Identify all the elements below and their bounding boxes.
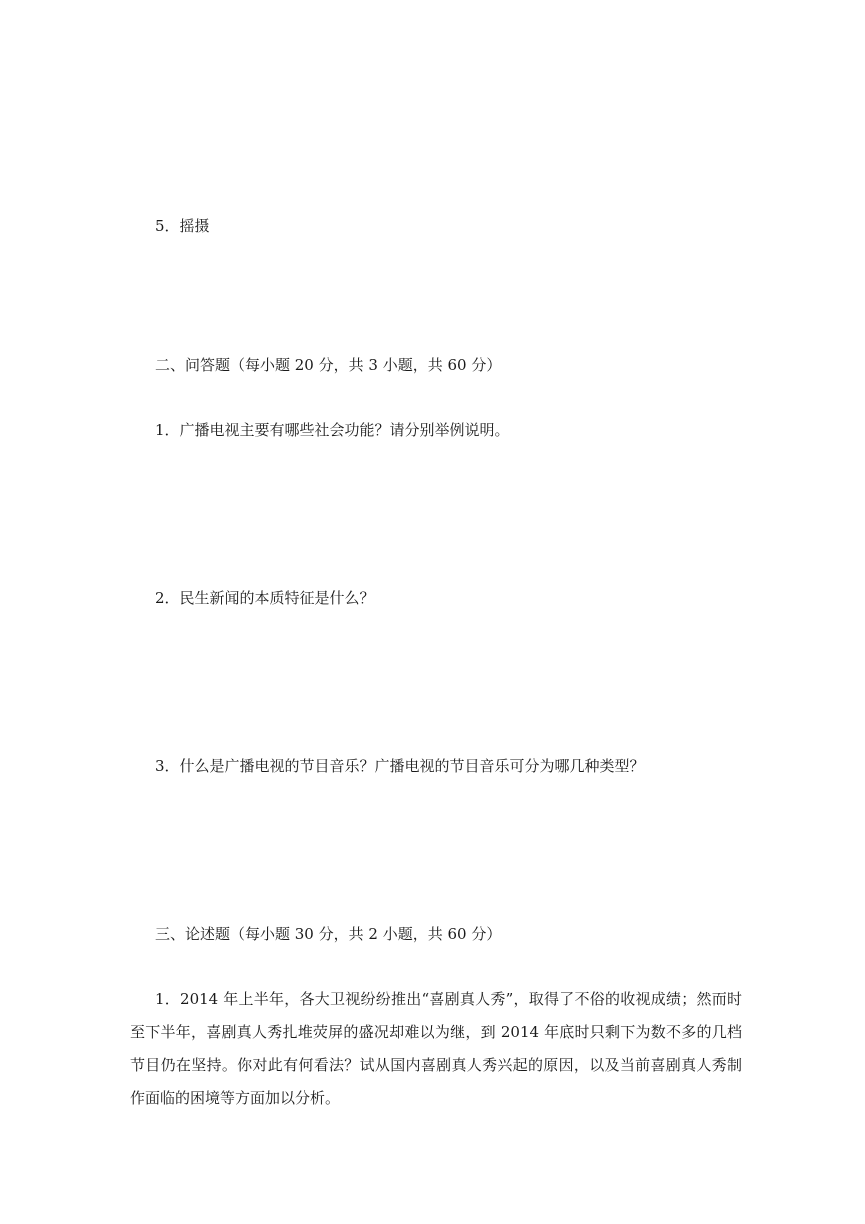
question-2-1: 1．广播电视主要有哪些社会功能？请分别举例说明。 [155,421,510,439]
essay-question-3-1: 1．2014 年上半年，各大卫视纷纷推出“喜剧真人秀”，取得了不俗的收视成绩；然而时至下半年，喜剧真人秀扎堆荧屏的盛况却难以为继，到 2014 年底时只剩下为数不多的几档节目仍在坚持。你对此有何看法？试从国内喜剧真人秀兴起的原因，以及当前喜剧真人秀制作面临的困境等方面加以分析。 [130,990,742,1107]
question-2-2: 2．民生新闻的本质特征是什么？ [155,589,375,607]
question-2-3: 3．什么是广播电视的节目音乐？广播电视的节目音乐可分为哪几种类型？ [155,757,645,775]
section-2-heading: 二、问答题（每小题 20 分，共 3 小题，共 60 分） [155,356,502,374]
term-item-5: 5．摇摄 [155,217,210,235]
section-3-heading: 三、论述题（每小题 30 分，共 2 小题，共 60 分） [155,925,502,943]
